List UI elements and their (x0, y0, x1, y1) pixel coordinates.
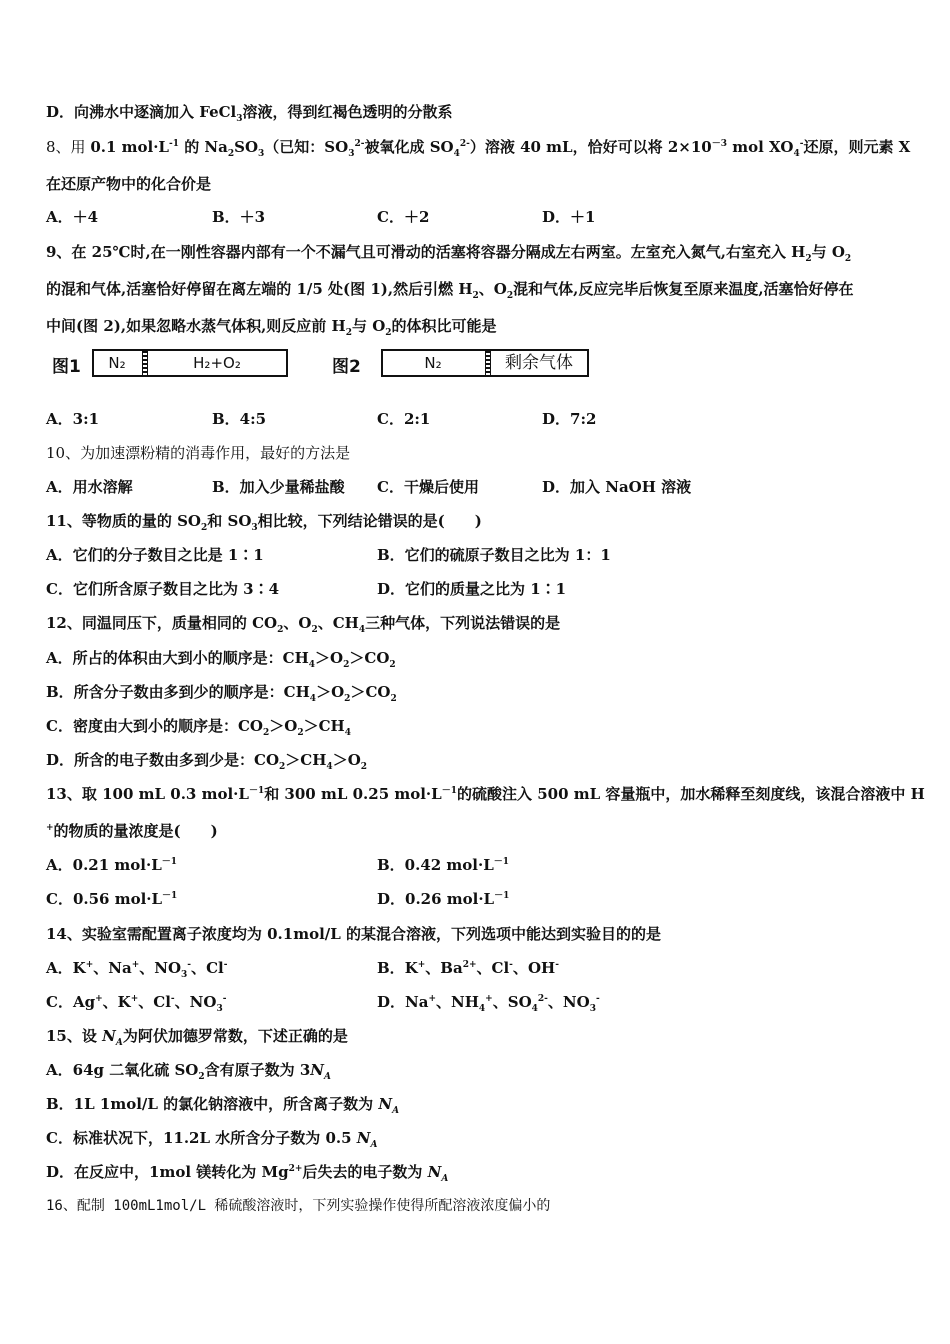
text: A．所占的体积由大到小的顺序是：CH (46, 649, 309, 667)
ion: NO (154, 959, 182, 977)
text: 12、同温同压下，质量相同的 CO (46, 614, 278, 632)
text: N (378, 1095, 393, 1113)
superscript: 2+ (288, 1164, 303, 1174)
subscript: 2 (389, 660, 396, 670)
option-label: D． (46, 103, 75, 121)
text: 的硫酸注入 500 mL 容量瓶中，加水稀释至刻度线，该混合溶液中 H (456, 785, 925, 803)
q8-stem-line2: 在还原产物中的化合价是 (46, 175, 212, 193)
q14-option-c (46, 992, 226, 1012)
ion: Cl (491, 959, 510, 977)
text: 、 (436, 993, 452, 1011)
subscript: 4 (309, 694, 317, 704)
text: （已知：SO (264, 138, 349, 156)
q10-stem: 10、为加速漂粉精的消毒作用，最好的方法是 (46, 444, 351, 462)
ion: NO (189, 993, 217, 1011)
subscript: 4 (793, 149, 800, 159)
subscript: 4 (478, 1004, 486, 1014)
superscript: + (130, 994, 139, 1004)
figure1-label: 图1 (52, 357, 81, 377)
ion: Na (405, 993, 429, 1011)
q11-option-d: D．它们的质量之比为 1∶1 (377, 580, 567, 598)
ion: Na (108, 959, 132, 977)
superscript: + (485, 994, 493, 1004)
text: SO (234, 138, 259, 156)
q12-stem (46, 613, 908, 633)
superscript: - (222, 994, 227, 1004)
text: 0.1 mol·L (90, 138, 169, 156)
text: 13、取 100 mL 0.3 mol·L (46, 785, 249, 803)
superscript: - (595, 994, 600, 1004)
subscript: 2 (844, 254, 852, 264)
subscript: 4 (308, 660, 316, 670)
text: 与 O (351, 317, 386, 335)
text: 、 (547, 993, 563, 1011)
text: B．所含分子数由多到少的顺序是：CH (46, 683, 310, 701)
text: 为阿伏加德罗常数，下述正确的是 (122, 1027, 348, 1045)
ion: K (117, 993, 131, 1011)
subscript: 2 (262, 728, 270, 738)
q14-stem: 14、实验室需配置离子浓度均为 0.1mol/L 的某混合溶液，下列选项中能达到实验目的的是 (46, 925, 662, 943)
option-label: D． (377, 993, 406, 1011)
superscript: 2- (459, 139, 470, 149)
superscript: - (555, 960, 559, 970)
text: 和 300 mL 0.25 mol·L (264, 785, 442, 803)
text: D．0.26 mol·L (377, 890, 495, 908)
text: 、 (512, 959, 528, 977)
q13-option-d (377, 889, 509, 909)
q9-option-a: A．3:1 (46, 410, 100, 428)
q8-option-a: A．＋4 (46, 208, 99, 226)
ion: Cl (153, 993, 171, 1011)
q13-stem-line1 (46, 784, 925, 804)
q11-stem (46, 511, 908, 531)
option-label: C． (46, 993, 73, 1011)
q11-option-a: A．它们的分子数目之比是 1∶1 (46, 546, 264, 564)
q8-option-b: B．＋3 (212, 208, 266, 226)
subscript: 4 (326, 762, 333, 772)
subscript: A (370, 1140, 378, 1150)
superscript: －1 (161, 857, 178, 867)
q13-option-b (377, 855, 509, 875)
subscript: 2 (311, 625, 318, 635)
figure2-label: 图2 (332, 357, 361, 377)
text: CH (300, 751, 327, 769)
ion: Cl (206, 959, 224, 977)
superscript: - (170, 994, 175, 1004)
subscript: 4 (344, 728, 351, 738)
q14-option-d (377, 992, 600, 1012)
subscript: 2 (390, 694, 397, 704)
text: ＞ (269, 717, 285, 735)
text: CO (364, 649, 390, 667)
superscript: 2- (354, 139, 365, 149)
subscript: 3 (251, 523, 258, 533)
text: N (356, 1129, 371, 1147)
q8-stem-line1 (46, 137, 911, 159)
subscript: 2 (344, 694, 351, 704)
text: 、CH (317, 614, 359, 632)
text: 还原，则元素 X (803, 138, 911, 156)
subscript: 4 (531, 1004, 538, 1014)
text: 、 (492, 993, 508, 1011)
text: 、 (139, 959, 155, 977)
superscript: + (95, 994, 103, 1004)
subscript: 3 (181, 970, 188, 980)
q9-stem-line3 (46, 316, 908, 336)
text: N (102, 1027, 116, 1045)
q16-stem: 16、配制 100mL1mol/L 稀硫酸溶液时，下列实验操作使得所配溶液浓度偏小的 (46, 1198, 551, 1214)
q12-option-b (46, 682, 908, 702)
figure1-container (92, 349, 288, 377)
ion: K (72, 959, 86, 977)
superscript: －3 (711, 139, 727, 149)
superscript: -1 (168, 139, 179, 149)
text: B．1L 1mol/L 的氯化钠溶液中，所含离子数为 (46, 1095, 379, 1113)
text: D．所含的电子数由多到少是：CO (46, 751, 280, 769)
text: 、 (138, 993, 154, 1011)
subscript: 2 (201, 523, 208, 533)
option-label: A． (46, 959, 73, 977)
q7-option-d (46, 102, 908, 122)
superscript: 2+ (462, 960, 477, 970)
figure1-right-chamber: H₂+O₂ (193, 354, 241, 372)
text: 的混和气体,活塞恰好停留在离左端的 1/5 处(图 1),然后引燃 H (46, 280, 473, 298)
figure2-right-chamber: 剩余气体 (505, 353, 573, 373)
ion: K (404, 959, 418, 977)
subscript: 2 (297, 728, 304, 738)
q9-option-c: C．2:1 (377, 410, 431, 428)
text: 9、在 25℃时,在一刚性容器内部有一个不漏气且可滑动的活塞将容器分隔成左右两室。左室充入氮气,右室充入 H (46, 243, 806, 261)
subscript: 2 (279, 762, 286, 772)
subscript: A (115, 1038, 123, 1048)
q12-option-a (46, 648, 908, 668)
subscript: 3 (589, 1004, 596, 1014)
text: N (427, 1163, 442, 1181)
q13-option-c (46, 889, 177, 909)
text: C．标准状况下，11.2L 水所含分子数为 0.5 (46, 1129, 357, 1147)
q15-stem (46, 1026, 908, 1046)
superscript: －1 (248, 786, 265, 796)
text: O (330, 649, 344, 667)
subscript: A (441, 1174, 449, 1184)
option-text: 向沸水中逐滴加入 FeCl (74, 103, 237, 121)
superscript: - (799, 139, 804, 149)
superscript: －1 (494, 891, 510, 901)
q11-option-b: B．它们的硫原子数目之比为 1：1 (377, 546, 611, 564)
text: A．0.21 mol·L (46, 856, 162, 874)
ion: Ag (72, 993, 96, 1011)
text: 、 (191, 959, 207, 977)
text: ＞ (316, 683, 332, 701)
superscript: - (509, 960, 513, 970)
subscript: 2 (343, 660, 350, 670)
q13-stem-line2 (46, 821, 908, 841)
q15-option-b (46, 1094, 908, 1114)
text: 11、等物质的量的 SO (46, 512, 201, 530)
text: N (310, 1061, 325, 1079)
subscript: 2 (345, 328, 352, 338)
ion: Ba (440, 959, 463, 977)
text: 、 (174, 993, 190, 1011)
text: ＞ (350, 683, 366, 701)
ion: NH (451, 993, 479, 1011)
text: ）溶液 40 mL，恰好可以将 2×10 (469, 138, 712, 156)
subscript: 2 (227, 149, 235, 159)
text: C．0.56 mol·L (46, 890, 163, 908)
subscript: 3 (348, 149, 355, 159)
text: C．密度由大到小的顺序是：CO (46, 717, 263, 735)
q14-option-a (46, 958, 227, 978)
figure2-left-chamber: N₂ (424, 354, 442, 372)
q8-option-c: C．＋2 (377, 208, 430, 226)
text: B．0.42 mol·L (377, 856, 494, 874)
superscript: + (46, 823, 54, 833)
figure2-container (381, 349, 589, 377)
text: 与 O (811, 243, 845, 261)
q15-option-a (46, 1060, 908, 1080)
superscript: + (428, 994, 436, 1004)
q10-option-a: A．用水溶解 (46, 478, 133, 496)
q9-figure (46, 348, 606, 382)
subscript: 2 (506, 291, 514, 301)
superscript: －1 (493, 857, 510, 867)
text: 被氧化成 SO (364, 138, 454, 156)
subscript: 2 (198, 1072, 205, 1082)
subscript: 2 (277, 625, 284, 635)
q12-option-d (46, 750, 908, 770)
text: 8、用 (46, 138, 91, 156)
q15-option-c (46, 1128, 908, 1148)
superscript: - (223, 960, 228, 970)
ion: NO (562, 993, 590, 1011)
text: 、 (102, 993, 118, 1011)
superscript: + (85, 960, 94, 970)
subscript: 4 (453, 149, 460, 159)
text: O (331, 683, 345, 701)
subscript: 2 (472, 291, 479, 301)
q11-option-c: C．它们所含原子数目之比为 3∶4 (46, 580, 280, 598)
text: O (347, 751, 361, 769)
text: 、 (476, 959, 492, 977)
text: O (284, 717, 298, 735)
q10-option-c: C．干燥后使用 (377, 478, 479, 496)
superscript: + (131, 960, 140, 970)
superscript: －1 (441, 786, 457, 796)
text: 、 (425, 959, 441, 977)
text: 含有原子数为 3 (204, 1061, 311, 1079)
subscript: A (392, 1106, 400, 1116)
subscript: 3 (236, 114, 243, 124)
ion: OH (527, 959, 556, 977)
q9-stem-line2 (46, 279, 908, 299)
text: mol XO (726, 138, 794, 156)
text: 和 SO (207, 512, 252, 530)
text: 、O (283, 614, 312, 632)
text: 中间(图 2),如果忽略水蒸气体积,则反应前 H (46, 317, 346, 335)
q10-option-d: D．加入 NaOH 溶液 (542, 478, 692, 496)
q15-option-d (46, 1162, 908, 1182)
q9-option-b: B．4:5 (212, 410, 267, 428)
subscript: 3 (258, 149, 265, 159)
text: D．在反应中，1mol 镁转化为 Mg (46, 1163, 289, 1181)
superscript: 2- (537, 994, 548, 1004)
subscript: 3 (216, 1004, 223, 1014)
q13-option-a (46, 855, 177, 875)
q12-option-c (46, 716, 908, 736)
option-label: B． (377, 959, 405, 977)
q10-option-b: B．加入少量稀盐酸 (212, 478, 345, 496)
text: 、 (93, 959, 109, 977)
text: 的物质的量浓度是( ) (53, 822, 218, 840)
figure1-left-chamber: N₂ (108, 354, 126, 372)
text: ＞ (285, 751, 301, 769)
text: ＞ (315, 649, 331, 667)
q9-stem-line1 (46, 242, 908, 262)
text: 三种气体，下列说法错误的是 (365, 614, 561, 632)
subscript: 2 (360, 762, 368, 772)
superscript: - (187, 960, 192, 970)
text: 、O (478, 280, 507, 298)
text: 的 Na (178, 138, 228, 156)
text: CO (365, 683, 391, 701)
text: ＞ (303, 717, 319, 735)
ion: SO (507, 993, 532, 1011)
text: ＞ (332, 751, 348, 769)
subscript: 4 (358, 625, 366, 635)
text: 15、设 (46, 1027, 103, 1045)
text: A．64g 二氧化硫 SO (46, 1061, 199, 1079)
q9-option-d: D．7:2 (542, 410, 597, 428)
text: 的体积比可能是 (391, 317, 497, 335)
superscript: + (417, 960, 426, 970)
option-text: 溶液，得到红褐色透明的分散系 (242, 103, 453, 121)
text: 混和气体,反应完毕后恢复至原来温度,活塞恰好停在 (513, 280, 854, 298)
text: ＞ (349, 649, 365, 667)
text: 相比较，下列结论错误的是( ) (257, 512, 482, 530)
text: CH (318, 717, 345, 735)
subscript: A (324, 1072, 331, 1082)
subscript: 2 (805, 254, 812, 264)
superscript: －1 (162, 891, 178, 901)
text: 后失去的电子数为 (302, 1163, 428, 1181)
q8-option-d: D．＋1 (542, 208, 596, 226)
q14-option-b (377, 958, 559, 978)
subscript: 2 (385, 328, 392, 338)
